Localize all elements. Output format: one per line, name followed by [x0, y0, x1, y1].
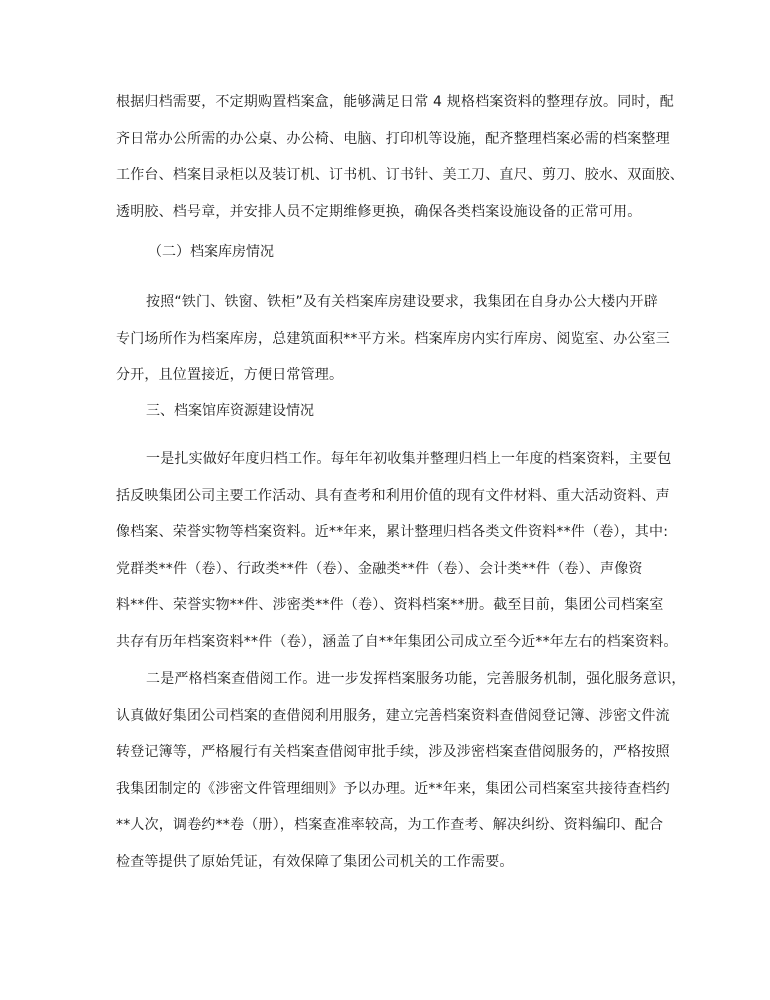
text-line: 我集团制定的《涉密文件管理细则》予以办理。近**年来，集团公司档案室共接待查档约: [116, 780, 670, 797]
text-line: 检查等提供了原始凭证，有效保障了集团公司机关的工作需要。: [116, 853, 514, 870]
text-line: 认真做好集团公司档案的查借阅利用服务，建立完善档案资料查借阅登记簿、涉密文件流: [116, 707, 670, 724]
text-line: 专门场所作为档案库房，总建筑面积**平方米。档案库房内实行库房、阅览室、办公室三: [116, 330, 670, 347]
paragraph-access: [116, 661, 686, 880]
text-line: 转登记簿等，严格履行有关档案查借阅审批手续，涉及涉密档案查借阅服务的，严格按照: [116, 744, 670, 760]
text-line: 二是严格档案查借阅工作。进一步发挥档案服务功能，完善服务机制，强化服务意识，: [146, 671, 686, 687]
text-line: 齐日常办公所需的办公桌、办公椅、电脑、打印机等设施，配齐整理档案必需的档案整理: [116, 130, 670, 147]
text-line: 透明胶、档号章，并安排人员不定期维修更换，确保各类档案设施设备的正常可用。: [116, 203, 642, 220]
text-line: 像档案、荣誉实物等档案资料。近**年来，累计整理归档各类文件资料**件（卷），其中:: [116, 524, 669, 540]
text-line: 根据归档需要，不定期购置档案盒，能够满足日常 4 规格档案资料的整理存放。同时，配: [116, 94, 675, 110]
text-line: 分开，且位置接近，方便日常管理。: [116, 367, 344, 383]
text-line: 工作台、档案目录柜以及装订机、订书机、订书针、美工刀、直尺、剪刀、胶水、双面胶、: [116, 167, 684, 183]
text-line: **人次，调卷约**卷（册），档案查准率较高，为工作查考、解决纠纷、资料编印、配合: [116, 817, 664, 833]
paragraph-storage: [116, 284, 670, 394]
paragraph-filing: [116, 441, 678, 660]
text-line: 按照“铁门、铁窗、铁柜”及有关档案库房建设要求，我集团在自身办公大楼内开辟: [146, 294, 658, 310]
text-line: 党群类**件（卷）、行政类**件（卷）、金融类**件（卷）、会计类**件（卷）、声像资: [116, 560, 643, 577]
text-line: 共存有历年档案资料**件（卷），涵盖了自**年集团公司成立至今近**年左右的档案资料。: [116, 633, 678, 650]
text-line: 括反映集团公司主要工作活动、具有查考和利用价值的现有文件材料、重大活动资料、声: [116, 487, 670, 504]
section-heading-storage: （二）档案库房情况: [148, 244, 274, 260]
text-line: 料**件、荣誉实物**件、涉密类**件（卷）、资料档案**册。截至目前，集团公司档案室: [116, 597, 664, 613]
section-heading-resources: 三、档案馆库资源建设情况: [146, 403, 314, 419]
text-line: 一是扎实做好年度归档工作。每年年初收集并整理归档上一年度的档案资料，主要包: [146, 451, 672, 467]
paragraph-intro: [116, 84, 684, 230]
